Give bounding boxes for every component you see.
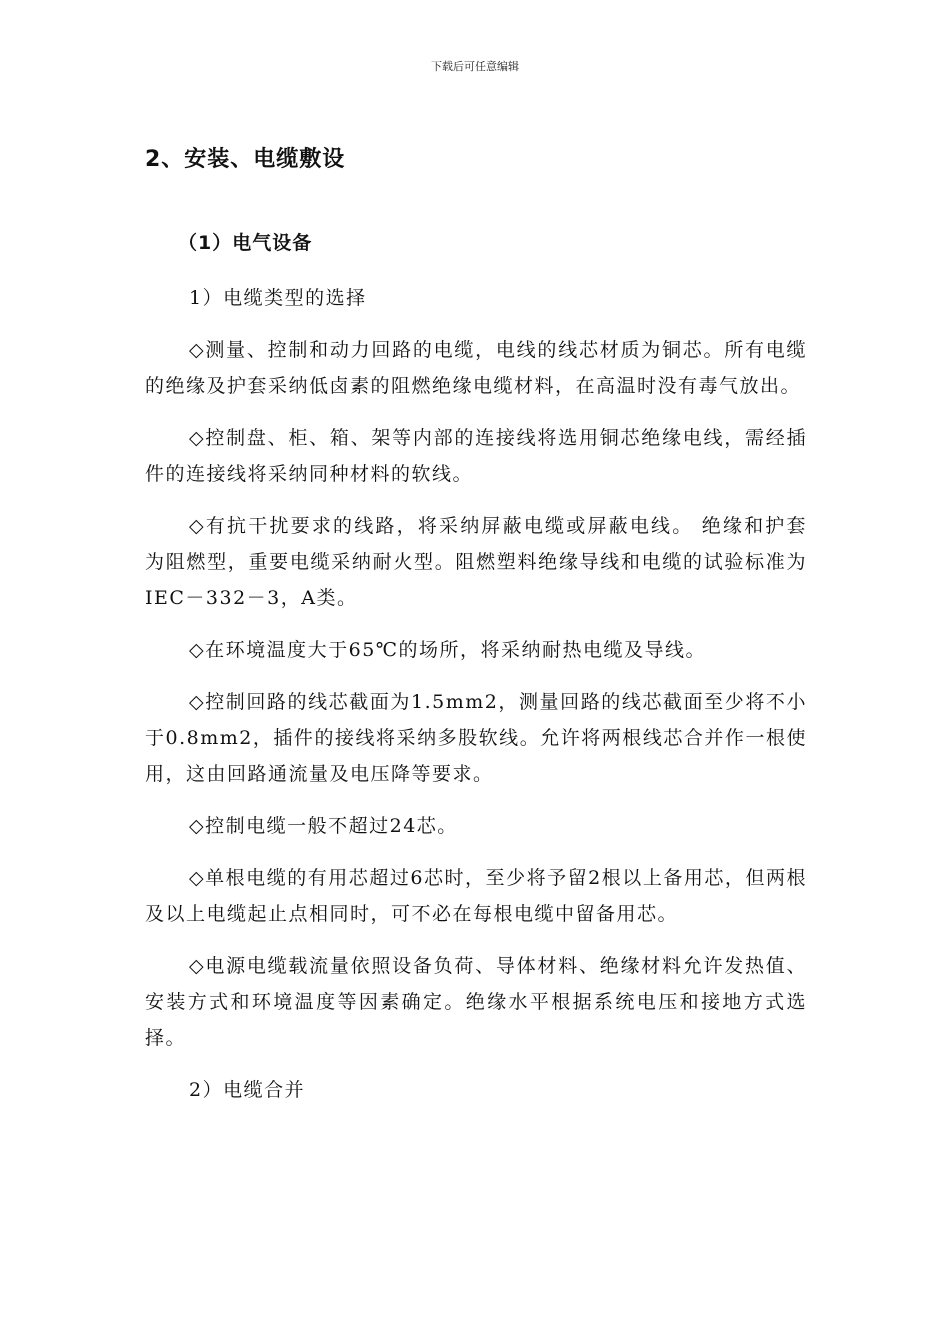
paragraph-cable-material: ◇测量、控制和动力回路的电缆，电线的线芯材质为铜芯。所有电缆的绝缘及护套采纳低卤素的阻燃绝缘电缆材料，在高温时没有毒气放出。 bbox=[145, 339, 807, 397]
header-note: 下载后可任意编辑 bbox=[431, 60, 519, 73]
paragraph-cross-section: ◇控制回路的线芯截面为1.5mm2，测量回路的线芯截面至少将不小于0.8mm2，插件的接线将采纳多股软线。允许将两根线芯合并作一根使用，这由回路通流量及电压降等要求。 bbox=[145, 691, 807, 785]
item-heading-cable-merge: 2）电缆合并 bbox=[189, 1079, 306, 1101]
item-heading-cable-type: 1）电缆类型的选择 bbox=[189, 287, 367, 309]
paragraph-core-count: ◇控制电缆一般不超过24芯。 bbox=[189, 815, 458, 837]
section-title: 2、安装、电缆敷设 bbox=[145, 147, 346, 172]
paragraph-power-cable: ◇电源电缆载流量依照设备负荷、导体材料、绝缘材料允许发热值、安装方式和环境温度等因素确定。绝缘水平根据系统电压和接地方式选择。 bbox=[145, 955, 807, 1049]
paragraph-spare-cores: ◇单根电缆的有用芯超过6芯时，至少将予留2根以上备用芯，但两根及以上电缆起止点相同时，可不必在每根电缆中留备用芯。 bbox=[145, 867, 807, 925]
document-body bbox=[145, 280, 807, 1124]
paragraph-internal-wiring: ◇控制盘、柜、箱、架等内部的连接线将选用铜芯绝缘电线，需经插件的连接线将采纳同种材料的软线。 bbox=[145, 427, 807, 485]
paragraph-heat-resistant: ◇在环境温度大于65℃的场所，将采纳耐热电缆及导线。 bbox=[189, 639, 707, 661]
subsection-title: （1）电气设备 bbox=[178, 232, 313, 254]
paragraph-shielding: ◇有抗干扰要求的线路，将采纳屏蔽电缆或屏蔽电线。 绝缘和护套为阻燃型，重要电缆采纳耐火型。阻燃塑料绝缘导线和电缆的试验标准为IEC－332－3，A类。 bbox=[145, 515, 807, 609]
